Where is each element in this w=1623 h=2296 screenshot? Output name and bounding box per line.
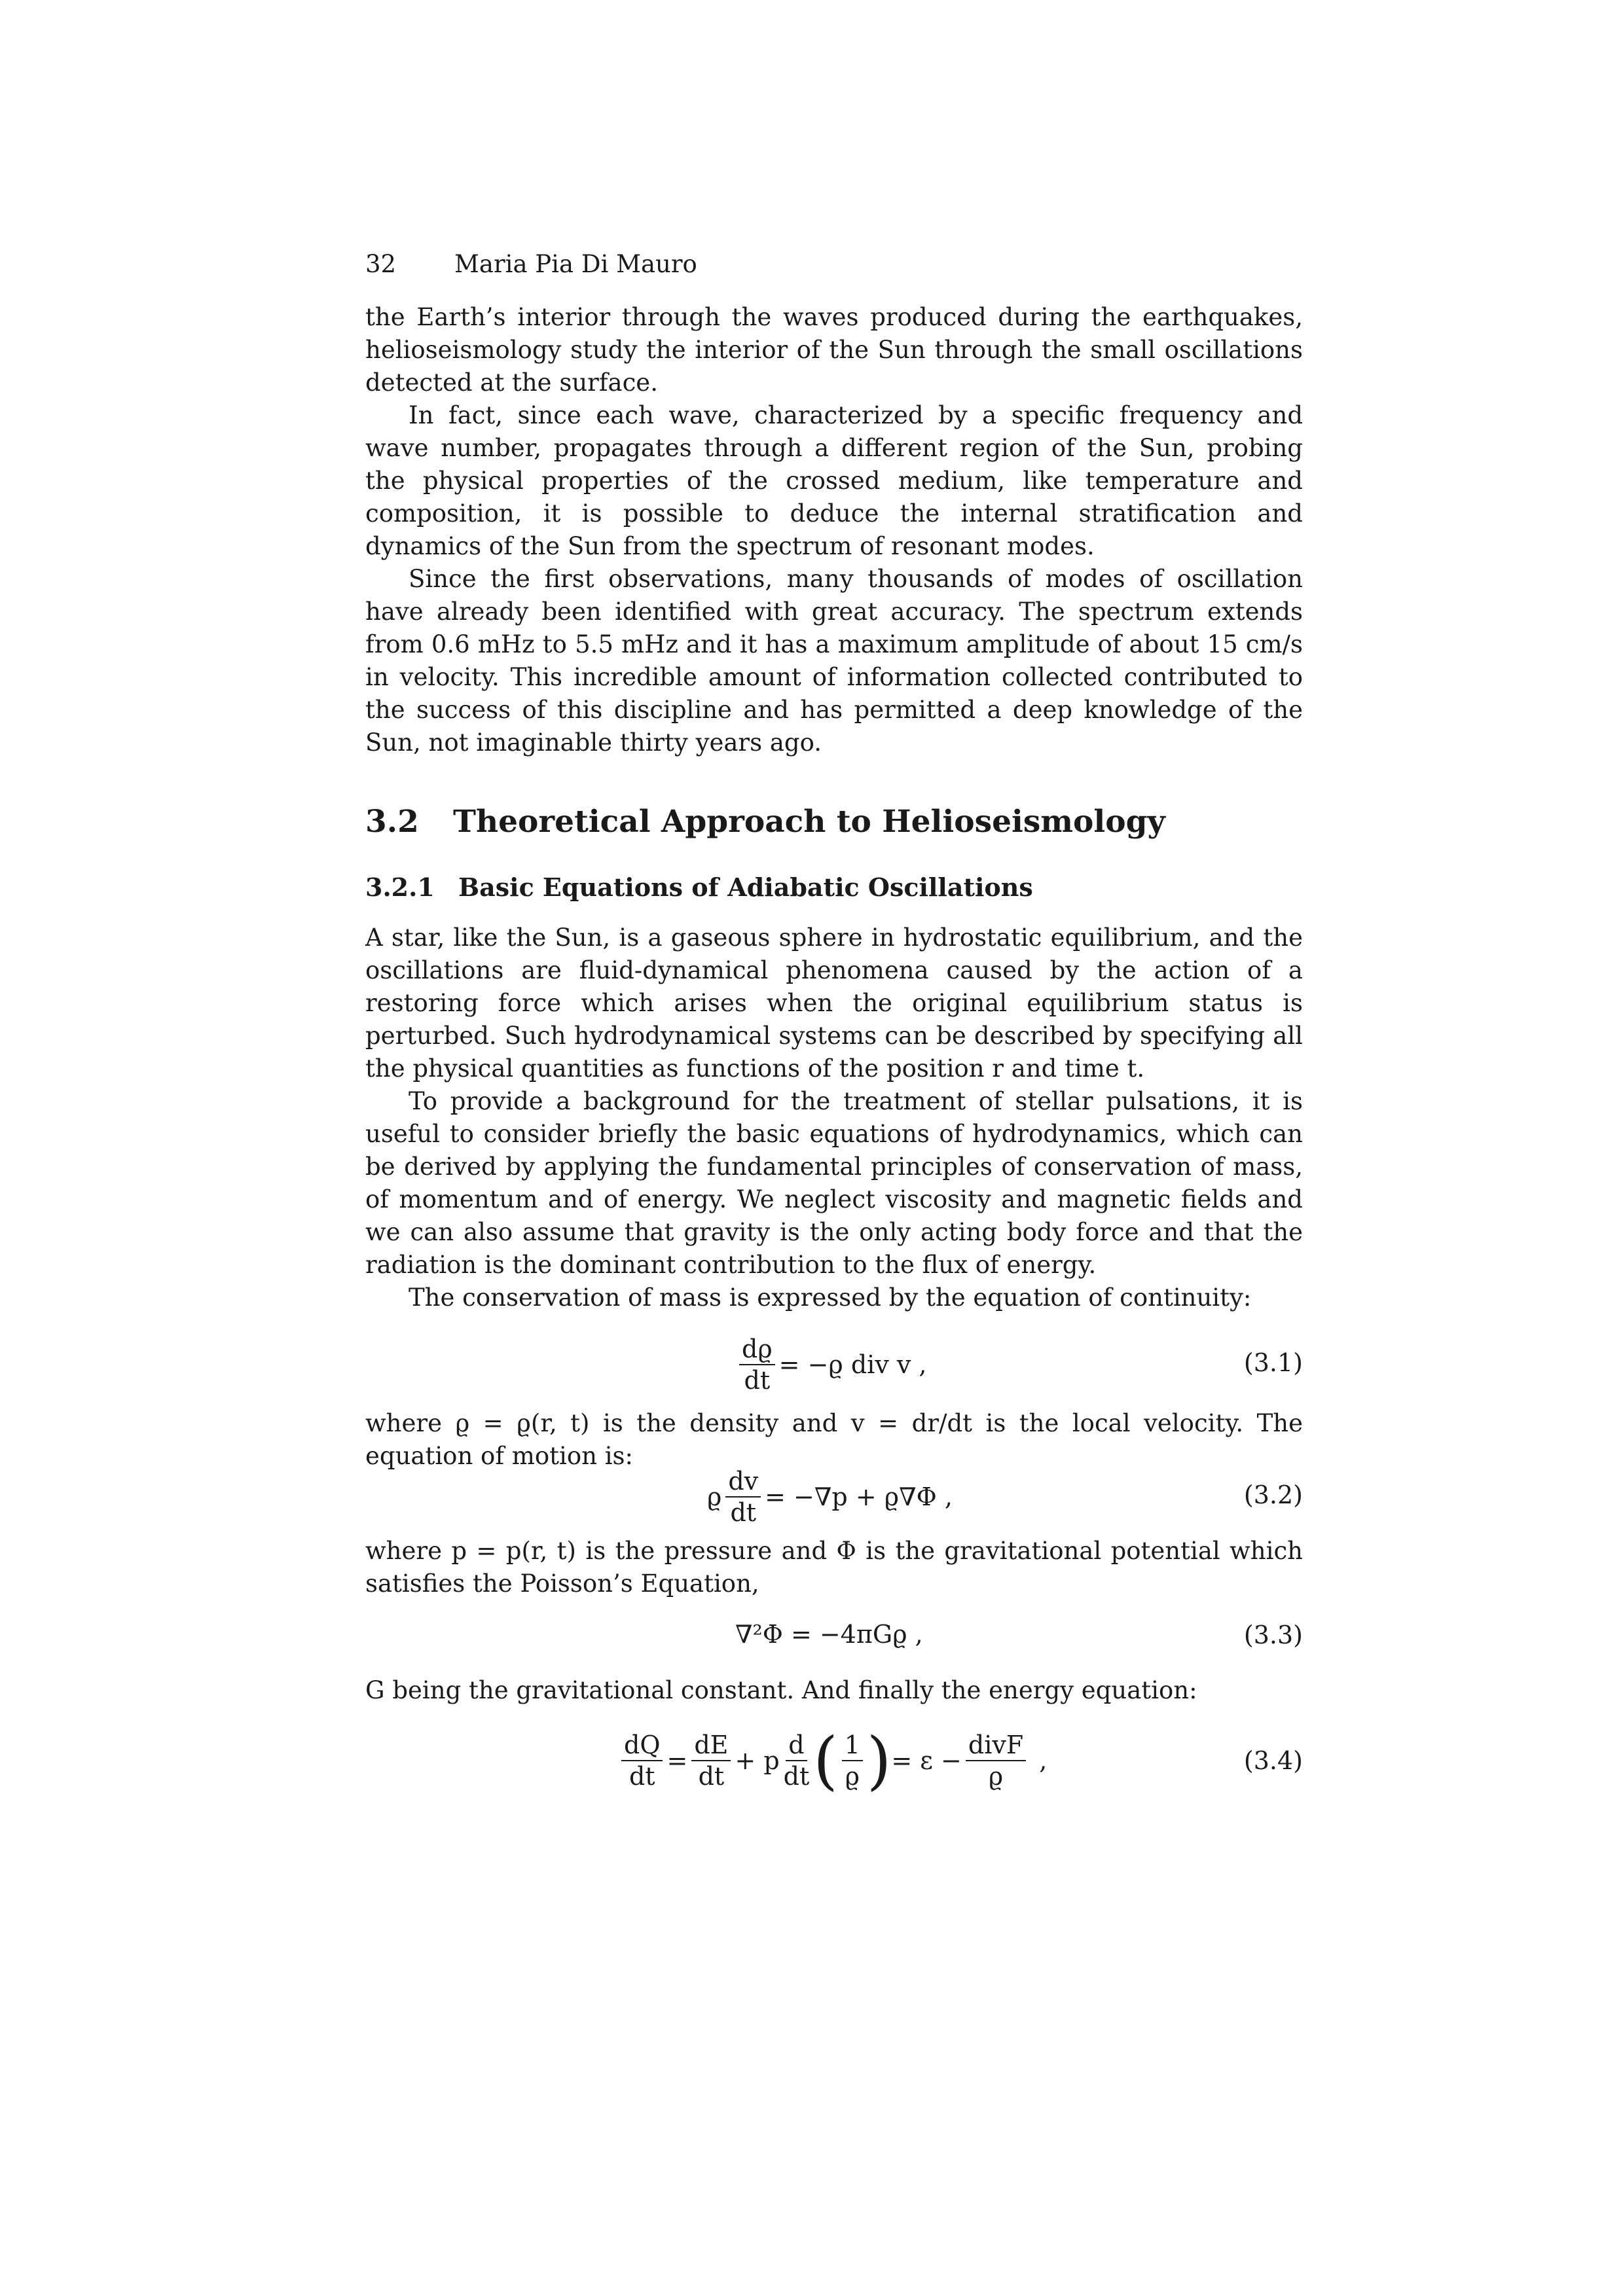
paragraph: In fact, since each wave, characterized by a specific frequency and wave number, propagates through a different region of the Sun, probing the physical properties of the crossed medium, like temperature and composition, it is possible to deduce the internal stratification and dynamics of the Sun from the spectrum of resonant modes. <box>365 401 1303 560</box>
numerator: dQ <box>621 1730 663 1761</box>
equation-3-1 <box>365 1329 1303 1401</box>
fraction <box>739 1334 775 1395</box>
denominator: dt <box>783 1762 810 1791</box>
equation-label: (3.4) <box>1243 1746 1303 1775</box>
equation-rhs: = −ϱ div v , <box>778 1350 927 1379</box>
denominator: ϱ <box>845 1762 860 1791</box>
paragraph: The conservation of mass is expressed by the equation of continuity: <box>409 1283 1252 1312</box>
equals-sign: = <box>666 1746 688 1775</box>
paragraph: Since the first observations, many thousands of modes of oscillation have already been identified with great accuracy. The spectrum extends from 0.6 mHz to 5.5 mHz and it has a maximum amplitude of about 15 cm/s in velocity. This incredible amount of information collected contributed to the success of this discipline and has permitted a deep knowledge of the Sun, not imaginable thirty years ago. <box>365 565 1303 757</box>
denominator: dt <box>629 1762 655 1791</box>
fraction <box>691 1730 731 1791</box>
fraction <box>842 1730 863 1791</box>
plus-term: + p <box>735 1746 780 1775</box>
equation-3-3 <box>365 1605 1303 1664</box>
equals-epsilon: = ε − <box>891 1746 962 1775</box>
running-head <box>365 250 697 278</box>
denominator: dt <box>730 1498 757 1527</box>
page-number: 32 <box>365 250 397 278</box>
equation-3-2 <box>365 1461 1303 1533</box>
equation-label: (3.3) <box>1243 1621 1303 1649</box>
numerator: dϱ <box>739 1334 775 1365</box>
section-text <box>365 922 1303 1314</box>
paragraph: the Earth’s interior through the waves produced during the earthquakes, helioseismology study the interior of the Sun through the small oscillations detected at the surface. <box>365 303 1303 397</box>
denominator: ϱ <box>988 1762 1004 1791</box>
paragraph: where p = p(r, t) is the pressure and Φ is the gravitational potential which satisfies the Poisson’s Equation, <box>365 1537 1303 1598</box>
paragraph: where ϱ = ϱ(r, t) is the density and v = dr/dt is the local velocity. The equation of motion is: <box>365 1409 1303 1470</box>
denominator: dt <box>698 1762 725 1791</box>
fraction <box>621 1730 663 1791</box>
numerator: divF <box>966 1730 1026 1761</box>
equation-end: , <box>1039 1746 1048 1775</box>
numerator: d <box>786 1730 807 1761</box>
subsection-number: 3.2.1 <box>365 872 435 902</box>
equation-label: (3.2) <box>1243 1480 1303 1509</box>
subsection-heading <box>365 872 1033 902</box>
equation-label: (3.1) <box>1243 1348 1303 1377</box>
numerator: dv <box>725 1466 761 1498</box>
paragraph: G being the gravitational constant. And finally the energy equation: <box>365 1676 1197 1704</box>
section-number: 3.2 <box>365 804 419 840</box>
paragraph: A star, like the Sun, is a gaseous sphere in hydrostatic equilibrium, and the oscillations are fluid-dynamical phenomena caused by the action of a restoring force which arises when the original equilibrium status is perturbed. Such hydrodynamical systems can be described by specifying all the physical quantities as functions of the position r and time t. <box>365 924 1303 1083</box>
numerator: 1 <box>842 1730 863 1761</box>
equation-prefix: ϱ <box>707 1482 722 1511</box>
fraction <box>784 1730 810 1791</box>
fraction <box>966 1730 1026 1791</box>
paragraph: To provide a background for the treatment of stellar pulsations, it is useful to consider briefly the basic equations of hydrodynamics, which can be derived by applying the fundamental principles of conservation of mass, of momentum and of energy. We neglect viscosity and magnetic fields and we can also assume that gravity is the only acting body force and that the radiation is the dominant contribution to the flux of energy. <box>365 1087 1303 1279</box>
equation-body: ∇²Φ = −4πGϱ , <box>735 1620 923 1649</box>
intro-text <box>365 301 1303 759</box>
text-after-eq3 <box>365 1674 1303 1707</box>
section-title: Theoretical Approach to Helioseismology <box>453 804 1165 840</box>
text-after-eq2 <box>365 1535 1303 1600</box>
subsection-title: Basic Equations of Adiabatic Oscillations <box>458 872 1033 902</box>
denominator: dt <box>744 1366 771 1395</box>
equation-rhs: = −∇p + ϱ∇Φ , <box>765 1482 953 1511</box>
section-heading <box>365 804 1165 840</box>
fraction <box>725 1466 761 1528</box>
equation-3-4 <box>365 1721 1303 1800</box>
right-paren: ) <box>866 1724 892 1797</box>
left-paren: ( <box>813 1724 838 1797</box>
numerator: dE <box>691 1730 731 1761</box>
author-name: Maria Pia Di Mauro <box>454 250 697 278</box>
